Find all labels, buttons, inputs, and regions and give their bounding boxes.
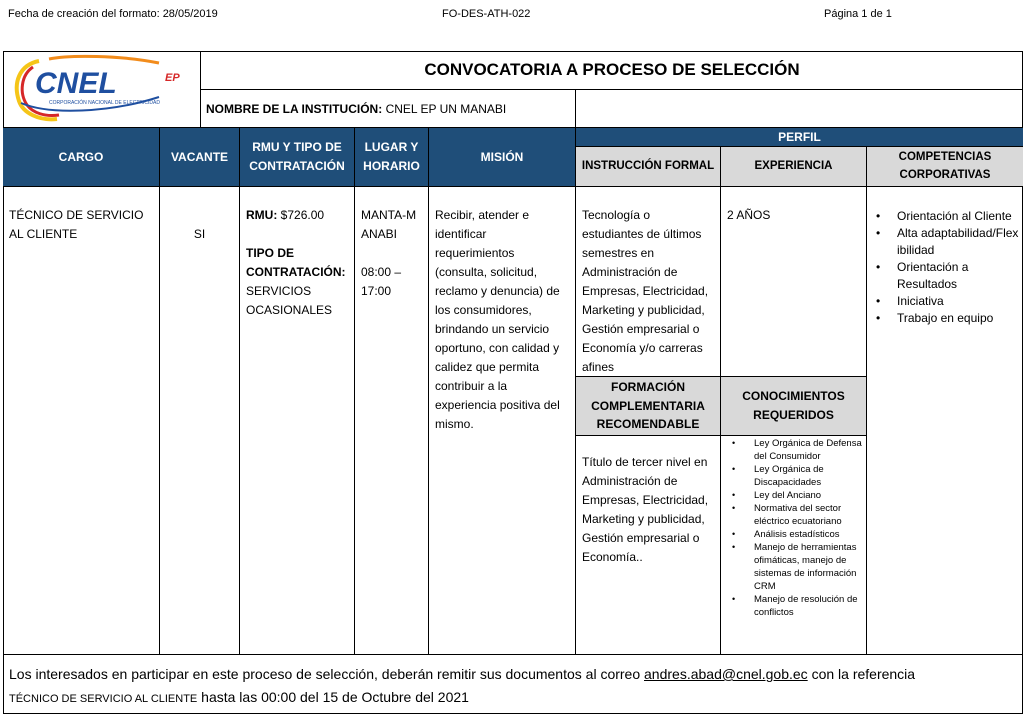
footer-deadline: hasta las 00:00 del 15 de Octubre del 2021 <box>201 689 469 705</box>
list-item: • Orientación al Cliente <box>871 208 1019 225</box>
footer-reference-label: con la referencia <box>811 666 916 682</box>
list-item: • Ley del Anciano <box>723 489 862 502</box>
formacion-cell <box>576 435 721 654</box>
col-header-rmu-text: RMU Y TIPO DE CONTRATACIÓN <box>249 140 345 173</box>
instruccion-cell <box>576 186 721 376</box>
list-item: • Análisis estadísticos <box>723 528 862 541</box>
col-header-cargo-text: CARGO <box>58 149 104 164</box>
institution-name: CNEL EP UN MANABI <box>385 101 507 116</box>
page-number: Página 1 de 1 <box>824 8 892 20</box>
contact-email-link[interactable]: andres.abad@cnel.gob.ec <box>644 666 808 682</box>
conocimientos-cell <box>721 435 867 654</box>
col-header-perfil-text: PERFIL <box>778 129 821 144</box>
col-header-vacante <box>160 127 240 186</box>
list-item: • Manejo de resolución de conflictos <box>723 593 862 619</box>
col-header-instruccion-text: INSTRUCCIÓN FORMAL <box>581 159 715 172</box>
footer-text: Los interesados en participar en este proceso de selección, deberán remitir sus documentos al correo <box>9 666 641 682</box>
col-header-perfil <box>576 127 1023 147</box>
formacion-value: Título de tercer nivel en Administración de Empresas, Electricidad, Marketing y publicidad, Gestión empresarial o Economía.. <box>582 455 709 564</box>
col-header-formacion-text: FORMACIÓN COMPLEMENTARIA RECOMENDABLE <box>591 380 705 432</box>
format-code: FO-DES-ATH-022 <box>442 8 531 20</box>
vacante-cell <box>160 186 240 654</box>
col-header-competencias <box>867 147 1023 186</box>
competencias-cell <box>867 186 1023 654</box>
competencias-list <box>871 208 1019 327</box>
footer-note <box>3 654 1023 714</box>
lugar-cell <box>355 186 429 654</box>
document-title <box>201 51 1023 90</box>
list-item: • Manejo de herramientas ofimáticas, manejo de sistemas de información CRM <box>723 541 862 593</box>
experiencia-value: 2 AÑOS <box>727 208 771 222</box>
logo-tagline: CORPORACIÓN NACIONAL DE ELECTRICIDAD <box>49 100 160 106</box>
rmu-label: RMU: <box>246 208 278 222</box>
list-item: • Ley Orgánica de Discapacidades <box>723 463 862 489</box>
col-header-lugar-text: LUGAR Y HORARIO <box>363 140 420 173</box>
col-header-vacante-text: VACANTE <box>170 149 229 164</box>
col-header-competencias-text: COMPETENCIAS CORPORATIVAS <box>898 150 992 181</box>
col-header-rmu <box>240 127 355 186</box>
footer-reference: TÉCNICO DE SERVICIO AL CLIENTE <box>9 693 198 705</box>
col-header-experiencia <box>721 147 867 186</box>
col-header-experiencia-text: EXPERIENCIA <box>754 159 833 172</box>
list-item: • Trabajo en equipo <box>871 310 1019 327</box>
col-header-mision-text: MISIÓN <box>480 149 524 164</box>
tipo-contratacion-label: TIPO DE CONTRATACIÓN: <box>246 246 346 279</box>
rmu-cell <box>240 186 355 654</box>
mision-cell <box>429 186 576 654</box>
logo-cell <box>3 51 201 127</box>
instruccion-value: Tecnología o estudiantes de últimos semestres en Administración de Empresas, Electricidad, Marketing y publicidad, Gestión empresarial o Economía y/o carreras afines <box>582 208 709 374</box>
col-header-cargo <box>3 127 160 186</box>
col-header-conocimientos-text: CONOCIMIENTOS REQUERIDOS <box>742 389 845 422</box>
conocimientos-list <box>723 437 862 619</box>
col-header-conocimientos <box>721 376 867 435</box>
format-creation-date: Fecha de creación del formato: 28/05/2019 <box>8 8 218 20</box>
col-header-mision <box>429 127 576 186</box>
institution-label: NOMBRE DE LA INSTITUCIÓN: <box>206 101 383 116</box>
list-item: • Iniciativa <box>871 293 1019 310</box>
document-title-text: CONVOCATORIA A PROCESO DE SELECCIÓN <box>424 60 800 79</box>
logo-wordmark: CNEL <box>35 67 117 100</box>
experiencia-cell <box>721 186 867 376</box>
col-header-formacion <box>576 376 721 435</box>
col-header-instruccion <box>576 147 721 186</box>
col-header-lugar <box>355 127 429 186</box>
tipo-contratacion-value: SERVICIOS OCASIONALES <box>246 284 333 317</box>
list-item: • Normativa del sector eléctrico ecuatoriano <box>723 502 862 528</box>
cnel-logo <box>9 53 199 125</box>
mision-value: Recibir, atender e identificar requerimientos (consulta, solicitud, reclamo y denuncia) de los consumidores, brindando un servicio oportuno, con calidad y calidez que permita contribuir a la experiencia positiva del mismo. <box>435 208 560 431</box>
institution-cell <box>201 90 576 127</box>
list-item: • Alta adaptabilidad/Flexibilidad <box>871 225 1019 259</box>
vacante-value: SI <box>193 227 206 241</box>
list-item: • Ley Orgánica de Defensa del Consumidor <box>723 437 862 463</box>
lugar-value: MANTA-MANABI <box>361 208 417 241</box>
cargo-value: TÉCNICO DE SERVICIO AL CLIENTE <box>9 208 144 241</box>
cargo-cell <box>3 186 160 654</box>
rmu-value: $726.00 <box>280 208 325 222</box>
horario-value: 08:00 – 17:00 <box>361 265 402 298</box>
logo-suffix: EP <box>165 72 180 84</box>
list-item: • Orientación a Resultados <box>871 259 1019 293</box>
